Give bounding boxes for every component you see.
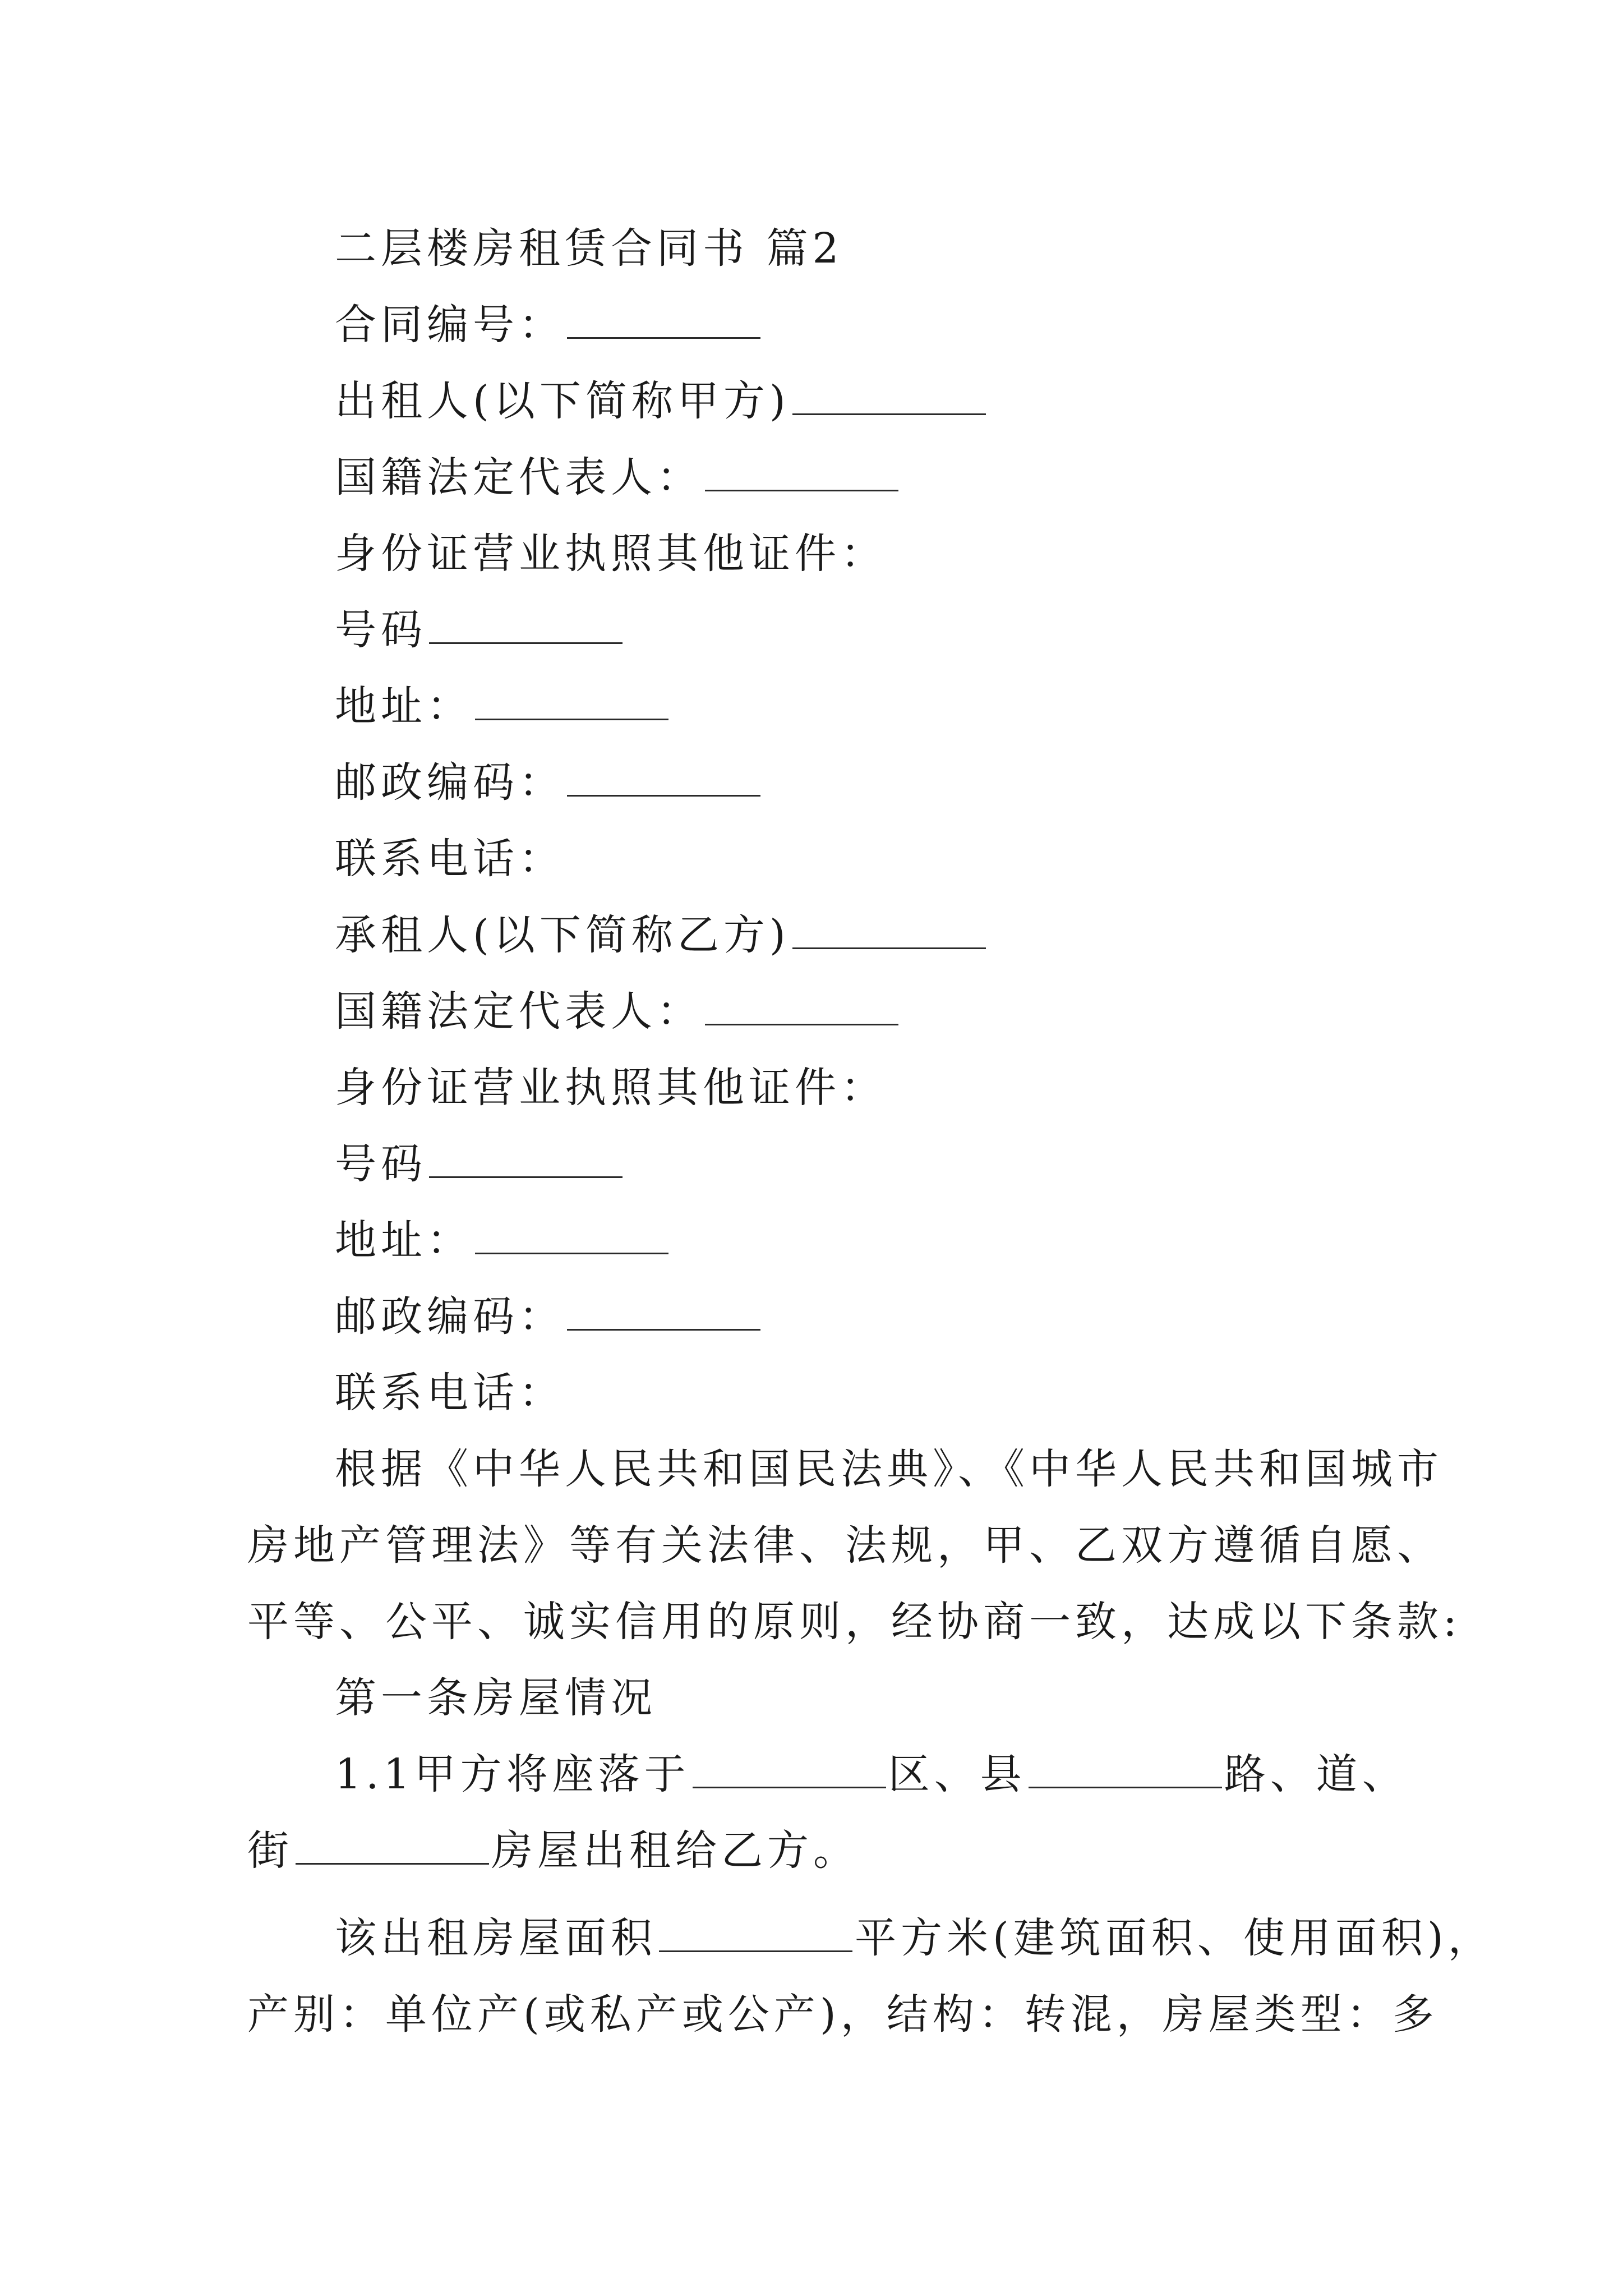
lessor-id-line (247, 516, 1397, 592)
clause-1-1-text-c: 路、道、 (1224, 1750, 1408, 1798)
lessor-phone-line (247, 821, 1397, 897)
lessee-blank (792, 914, 986, 949)
lessee-nationality-label: 国籍法定代表人： (335, 987, 703, 1036)
lessor-line (247, 363, 1397, 439)
lessor-number-line (247, 592, 1397, 668)
clause-1-1-text-d: 街 (247, 1826, 293, 1875)
lessor-id-label: 身份证营业执照其他证件： (335, 530, 887, 578)
lessee-postcode-blank (567, 1295, 760, 1331)
clause-1-1-line-1 (247, 1736, 1408, 1812)
lessee-id-label: 身份证营业执照其他证件： (335, 1064, 887, 1112)
clause-1-1-text-a: 1.1甲方将座落于 (335, 1750, 690, 1798)
contract-number-line (247, 287, 1397, 363)
district-blank (693, 1753, 886, 1788)
lessee-number-blank (429, 1143, 623, 1178)
area-line-1 (247, 1900, 1494, 1976)
street-blank (296, 1829, 489, 1865)
lessee-phone-line (247, 1355, 1397, 1431)
area-line-2: 产别：单位产(或私产或公产)，结构：转混，房屋类型：多 (247, 1990, 1438, 2039)
road-blank (1029, 1753, 1222, 1788)
lessor-phone-label: 联系电话： (335, 835, 565, 883)
preamble-line-2: 房地产管理法》等有关法律、法规，甲、乙双方遵循自愿、 (247, 1521, 1443, 1570)
lessor-address-label: 地址： (335, 682, 473, 730)
lessee-nationality-line (247, 973, 1397, 1050)
clause-1-1-text-e: 房屋出租给乙方。 (491, 1826, 859, 1875)
lessee-postcode-label: 邮政编码： (335, 1292, 565, 1341)
clause-1-1-line-2 (247, 1812, 1397, 1889)
document-body (247, 210, 1494, 2053)
lessor-number-blank (429, 609, 623, 644)
clause-1-1-text-b: 区、县 (888, 1750, 1026, 1798)
preamble-line-1: 根据《中华人民共和国民法典》、《中华人民共和国城市 (335, 1445, 1443, 1493)
lessor-address-blank (475, 685, 668, 720)
lessor-blank (792, 380, 986, 415)
contract-number-blank (567, 303, 760, 339)
lessee-label: 承租人(以下简称乙方) (335, 911, 790, 959)
lessor-postcode-blank (567, 761, 760, 797)
lessee-id-line (247, 1050, 1397, 1126)
lessor-nationality-blank (705, 456, 898, 491)
area-blank (659, 1917, 852, 1952)
lessee-address-blank (475, 1219, 668, 1254)
lessor-number-label: 号码 (335, 606, 427, 654)
lessee-line (247, 897, 1397, 973)
document-title: 二层楼房租赁合同书 篇2 (335, 224, 843, 273)
lessor-nationality-label: 国籍法定代表人： (335, 453, 703, 501)
lessee-nationality-blank (705, 990, 898, 1025)
area-text-a: 该出租房屋面积 (335, 1914, 657, 1962)
lessor-label: 出租人(以下简称甲方) (335, 377, 790, 425)
lessee-number-label: 号码 (335, 1140, 427, 1188)
lessor-postcode-line (247, 744, 1397, 821)
lessee-phone-label: 联系电话： (335, 1369, 565, 1417)
lessee-number-line (247, 1126, 1397, 1202)
lessor-postcode-label: 邮政编码： (335, 758, 565, 807)
article-1-heading: 第一条房屋情况 (335, 1674, 657, 1722)
area-text-b: 平方米(建筑面积、使用面积)， (855, 1914, 1494, 1962)
lessee-address-line (247, 1202, 1397, 1278)
lessee-postcode-line (247, 1278, 1397, 1355)
lessor-address-line (247, 668, 1397, 744)
lessee-address-label: 地址： (335, 1216, 473, 1264)
preamble-line-3: 平等、公平、诚实信用的原则，经协商一致，达成以下条款: (247, 1598, 1461, 1646)
contract-number-label: 合同编号： (335, 301, 565, 349)
lessor-nationality-line (247, 439, 1397, 516)
